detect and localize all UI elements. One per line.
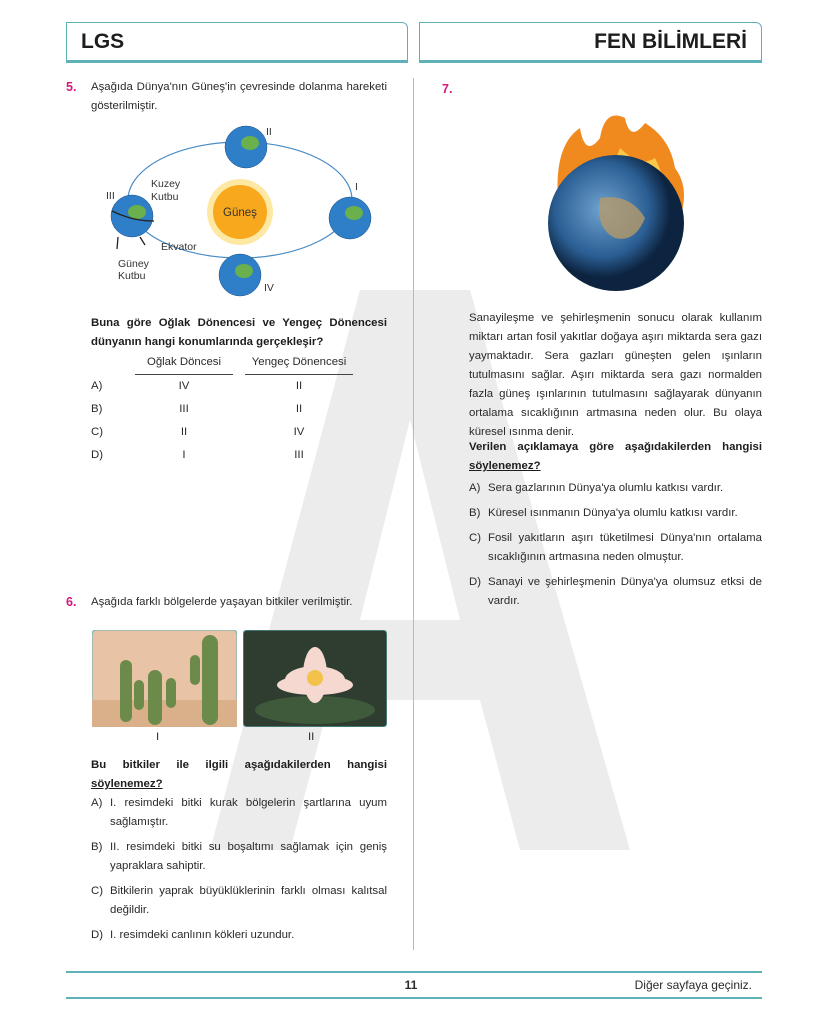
footer-line-top — [66, 971, 762, 973]
exam-title: LGS — [81, 29, 125, 53]
question-number-6: 6. — [66, 595, 77, 609]
q5-question: Buna göre Oğlak Dönencesi ve Yengeç Dönencesi dünyanın hangi konumlarında gerçekleşir? — [91, 317, 387, 348]
q7-options — [469, 479, 762, 617]
cactus-image — [92, 630, 237, 727]
question-number-5: 5. — [66, 80, 77, 94]
svg-text:IV: IV — [264, 282, 274, 294]
page-number: 11 — [404, 978, 418, 992]
q6-intro: Aşağıda farklı bölgelerde yaşayan bitkiler verilmiştir. — [91, 596, 353, 608]
subject-title: FEN BİLİMLERİ — [594, 29, 747, 53]
image-label-i: I — [156, 731, 160, 743]
option-d[interactable]: D) Sanayi ve şehirleşmenin Dünya'ya olumsuz etksi de vardır. — [469, 576, 762, 607]
next-page-note: Diğer sayfaya geçiniz. — [634, 978, 752, 992]
image-label-ii: II — [308, 731, 315, 743]
svg-text:Ekvator: Ekvator — [161, 241, 197, 253]
q6-options — [91, 794, 387, 951]
answer-row-c[interactable]: C) II IV — [91, 425, 305, 438]
svg-text:Kuzey: Kuzey — [151, 178, 181, 190]
question-number-7: 7. — [442, 82, 453, 96]
option-b[interactable]: B) II. resimdeki bitki su boşaltımı sağlamak için geniş yapraklara sahiptir. — [91, 841, 387, 872]
svg-text:II: II — [266, 126, 272, 138]
option-b[interactable]: B) Küresel ısınmanın Dünya'ya olumlu katkısı vardır. — [469, 507, 738, 519]
header-subject-box — [419, 22, 762, 63]
header-exam-box — [66, 22, 408, 63]
svg-text:III: III — [106, 190, 115, 202]
option-c[interactable]: C) Fosil yakıtların aşırı tüketilmesi Dünya'nın ortalama sıcaklığının artmasına neden olmuştur. — [469, 532, 762, 563]
option-a[interactable]: A) I. resimdeki bitki kurak bölgelerin şartlarına uyum sağlamıştır. — [91, 797, 387, 828]
option-d[interactable]: D) I. resimdeki canlının kökleri uzundur. — [91, 929, 295, 941]
q7-question: Verilen açıklamaya göre aşağıdakilerden hangisi söylenemez? — [469, 441, 762, 472]
column-divider — [413, 78, 414, 950]
q5-intro: Aşağıda Dünya'nın Güneş'in çevresinde dolanma hareketi gösterilmiştir. — [91, 81, 387, 112]
answer-row-d[interactable]: D) I III — [91, 448, 304, 461]
option-a[interactable]: A) Sera gazlarının Dünya'ya olumlu katkısı vardır. — [469, 482, 724, 494]
answer-row-b[interactable]: B) III II — [91, 402, 303, 415]
q5-answer-table: Oğlak Döncesi Yengeç Dönencesi A) IV II B) III II C) II IV D) I III — [91, 351, 353, 466]
svg-text:Güney: Güney — [118, 258, 149, 270]
option-c[interactable]: C) Bitkilerin yaprak büyüklüklerinin farklı olması kalıtsal değildir. — [91, 885, 387, 916]
footer-line-bottom — [66, 997, 762, 999]
q7-passage: Sanayileşme ve şehirleşmenin sonucu olarak kullanım miktarı artan fosil yakıtlar doğaya aşırı miktarda sera gazı yaymaktadır. Sera gazları güneşten gelen ışınların tutulmasını sağlar. Aşırı miktarda sera gazı normalden fazla güneş ışınlarının tutulmasını sağlayarak dünyanın ortalama sıcaklığının artmasına neden olur. Bu olaya küresel ısınma denir. — [469, 312, 762, 438]
svg-text:Kutbu: Kutbu — [118, 270, 146, 282]
svg-text:Kutbu: Kutbu — [151, 191, 179, 203]
earth-orbit-diagram — [90, 115, 390, 305]
svg-text:Güneş: Güneş — [223, 207, 257, 219]
burning-earth-image — [540, 108, 692, 293]
q6-question: Bu bitkiler ile ilgili aşağıdakilerden hangisi söylenemez? — [91, 759, 387, 790]
svg-text:I: I — [355, 181, 358, 193]
answer-row-a[interactable]: A) IV II — [91, 379, 303, 392]
water-lily-image — [243, 630, 387, 727]
